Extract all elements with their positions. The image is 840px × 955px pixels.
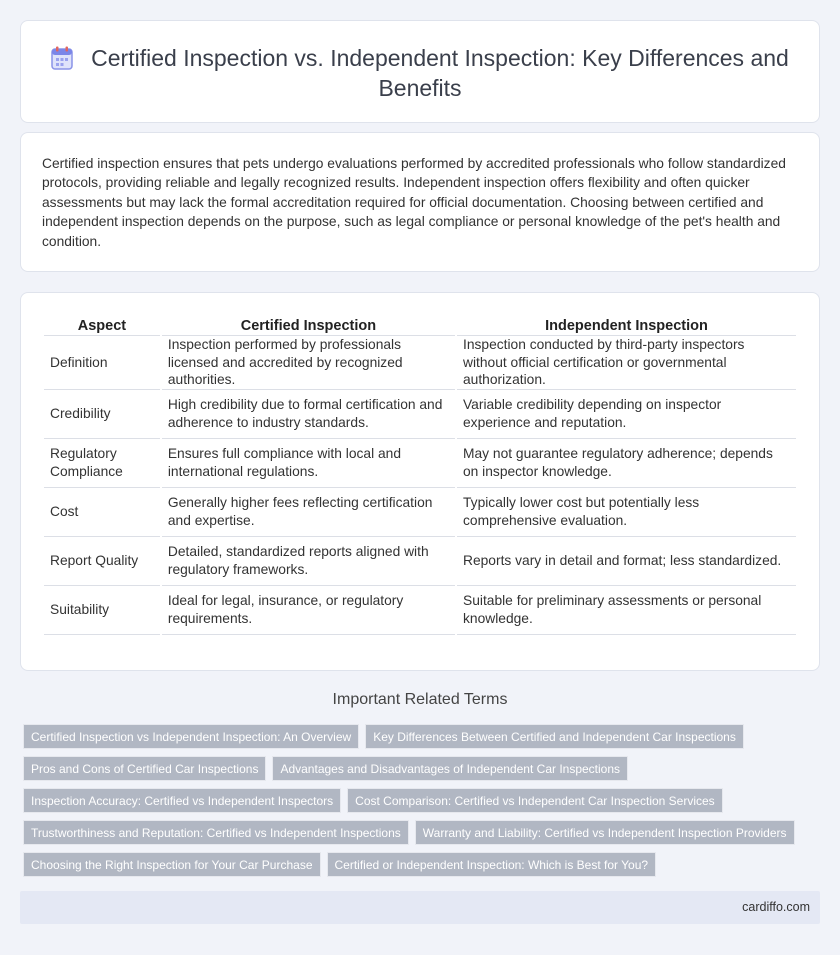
calendar-icon: [51, 46, 73, 70]
table-row: [44, 537, 796, 586]
related-term-link[interactable]: Certified or Independent Inspection: Which is Best for You?: [327, 852, 657, 877]
footer-site-link[interactable]: cardiffo.com: [742, 900, 810, 914]
aspect-cell: Cost: [44, 488, 160, 537]
related-term-link[interactable]: Trustworthiness and Reputation: Certified vs Independent Inspections: [23, 820, 409, 845]
independent-cell: Variable credibility depending on inspector experience and reputation.: [457, 390, 796, 439]
independent-cell: Inspection conducted by third-party inspectors without official certification or governmental authorization.: [457, 336, 796, 390]
certified-cell: Inspection performed by professionals licensed and accredited by recognized authorities.: [162, 336, 455, 390]
table-row: [44, 439, 796, 488]
certified-cell: Generally higher fees reflecting certification and expertise.: [162, 488, 455, 537]
title-card: [20, 20, 820, 123]
independent-cell: Typically lower cost but potentially less comprehensive evaluation.: [457, 488, 796, 537]
table-row: [44, 336, 796, 390]
related-terms-list: [23, 724, 823, 884]
related-term-link[interactable]: Cost Comparison: Certified vs Independent Car Inspection Services: [347, 788, 723, 813]
intro-card: [20, 132, 820, 272]
intro-paragraph: Certified inspection ensures that pets undergo evaluations performed by accredited professionals who follow standardized protocols, providing reliable and legally recognized results. Independent inspection offers flexibility and often quicker assessments but may lack the formal accreditation required for official documentation. Choosing between certified and independent inspection depends on the purpose, such as legal compliance or personal knowledge of the pet's health and condition.: [42, 156, 786, 249]
related-terms-heading: Important Related Terms: [332, 691, 508, 708]
column-header-certified: Certified Inspection: [162, 316, 455, 336]
related-term-link[interactable]: Warranty and Liability: Certified vs Independent Inspection Providers: [415, 820, 795, 845]
certified-cell: Detailed, standardized reports aligned with regulatory frameworks.: [162, 537, 455, 586]
column-header-independent: Independent Inspection: [457, 316, 796, 336]
page-title: [21, 43, 819, 103]
aspect-cell: Definition: [44, 336, 160, 390]
related-term-link[interactable]: Inspection Accuracy: Certified vs Independent Inspectors: [23, 788, 341, 813]
certified-cell: Ideal for legal, insurance, or regulatory requirements.: [162, 586, 455, 635]
related-term-link[interactable]: Advantages and Disadvantages of Independent Car Inspections: [272, 756, 628, 781]
aspect-cell: Suitability: [44, 586, 160, 635]
independent-cell: May not guarantee regulatory adherence; depends on inspector knowledge.: [457, 439, 796, 488]
table-row: [44, 390, 796, 439]
related-term-link[interactable]: Key Differences Between Certified and Independent Car Inspections: [365, 724, 744, 749]
column-header-aspect: Aspect: [44, 316, 160, 336]
independent-cell: Suitable for preliminary assessments or personal knowledge.: [457, 586, 796, 635]
related-term-link[interactable]: Pros and Cons of Certified Car Inspections: [23, 756, 266, 781]
certified-cell: High credibility due to formal certification and adherence to industry standards.: [162, 390, 455, 439]
related-term-link[interactable]: Certified Inspection vs Independent Inspection: An Overview: [23, 724, 359, 749]
aspect-cell: Regulatory Compliance: [44, 439, 160, 488]
page-title-text: Certified Inspection vs. Independent Inspection: Key Differences and Benefits: [91, 45, 789, 101]
certified-cell: Ensures full compliance with local and international regulations.: [162, 439, 455, 488]
table-row: [44, 586, 796, 635]
footer: [20, 891, 820, 924]
independent-cell: Reports vary in detail and format; less standardized.: [457, 537, 796, 586]
aspect-cell: Credibility: [44, 390, 160, 439]
comparison-table: [42, 316, 798, 635]
table-row: [44, 488, 796, 537]
related-term-link[interactable]: Choosing the Right Inspection for Your Car Purchase: [23, 852, 321, 877]
comparison-table-card: [20, 292, 820, 671]
aspect-cell: Report Quality: [44, 537, 160, 586]
table-header-row: [44, 316, 796, 336]
